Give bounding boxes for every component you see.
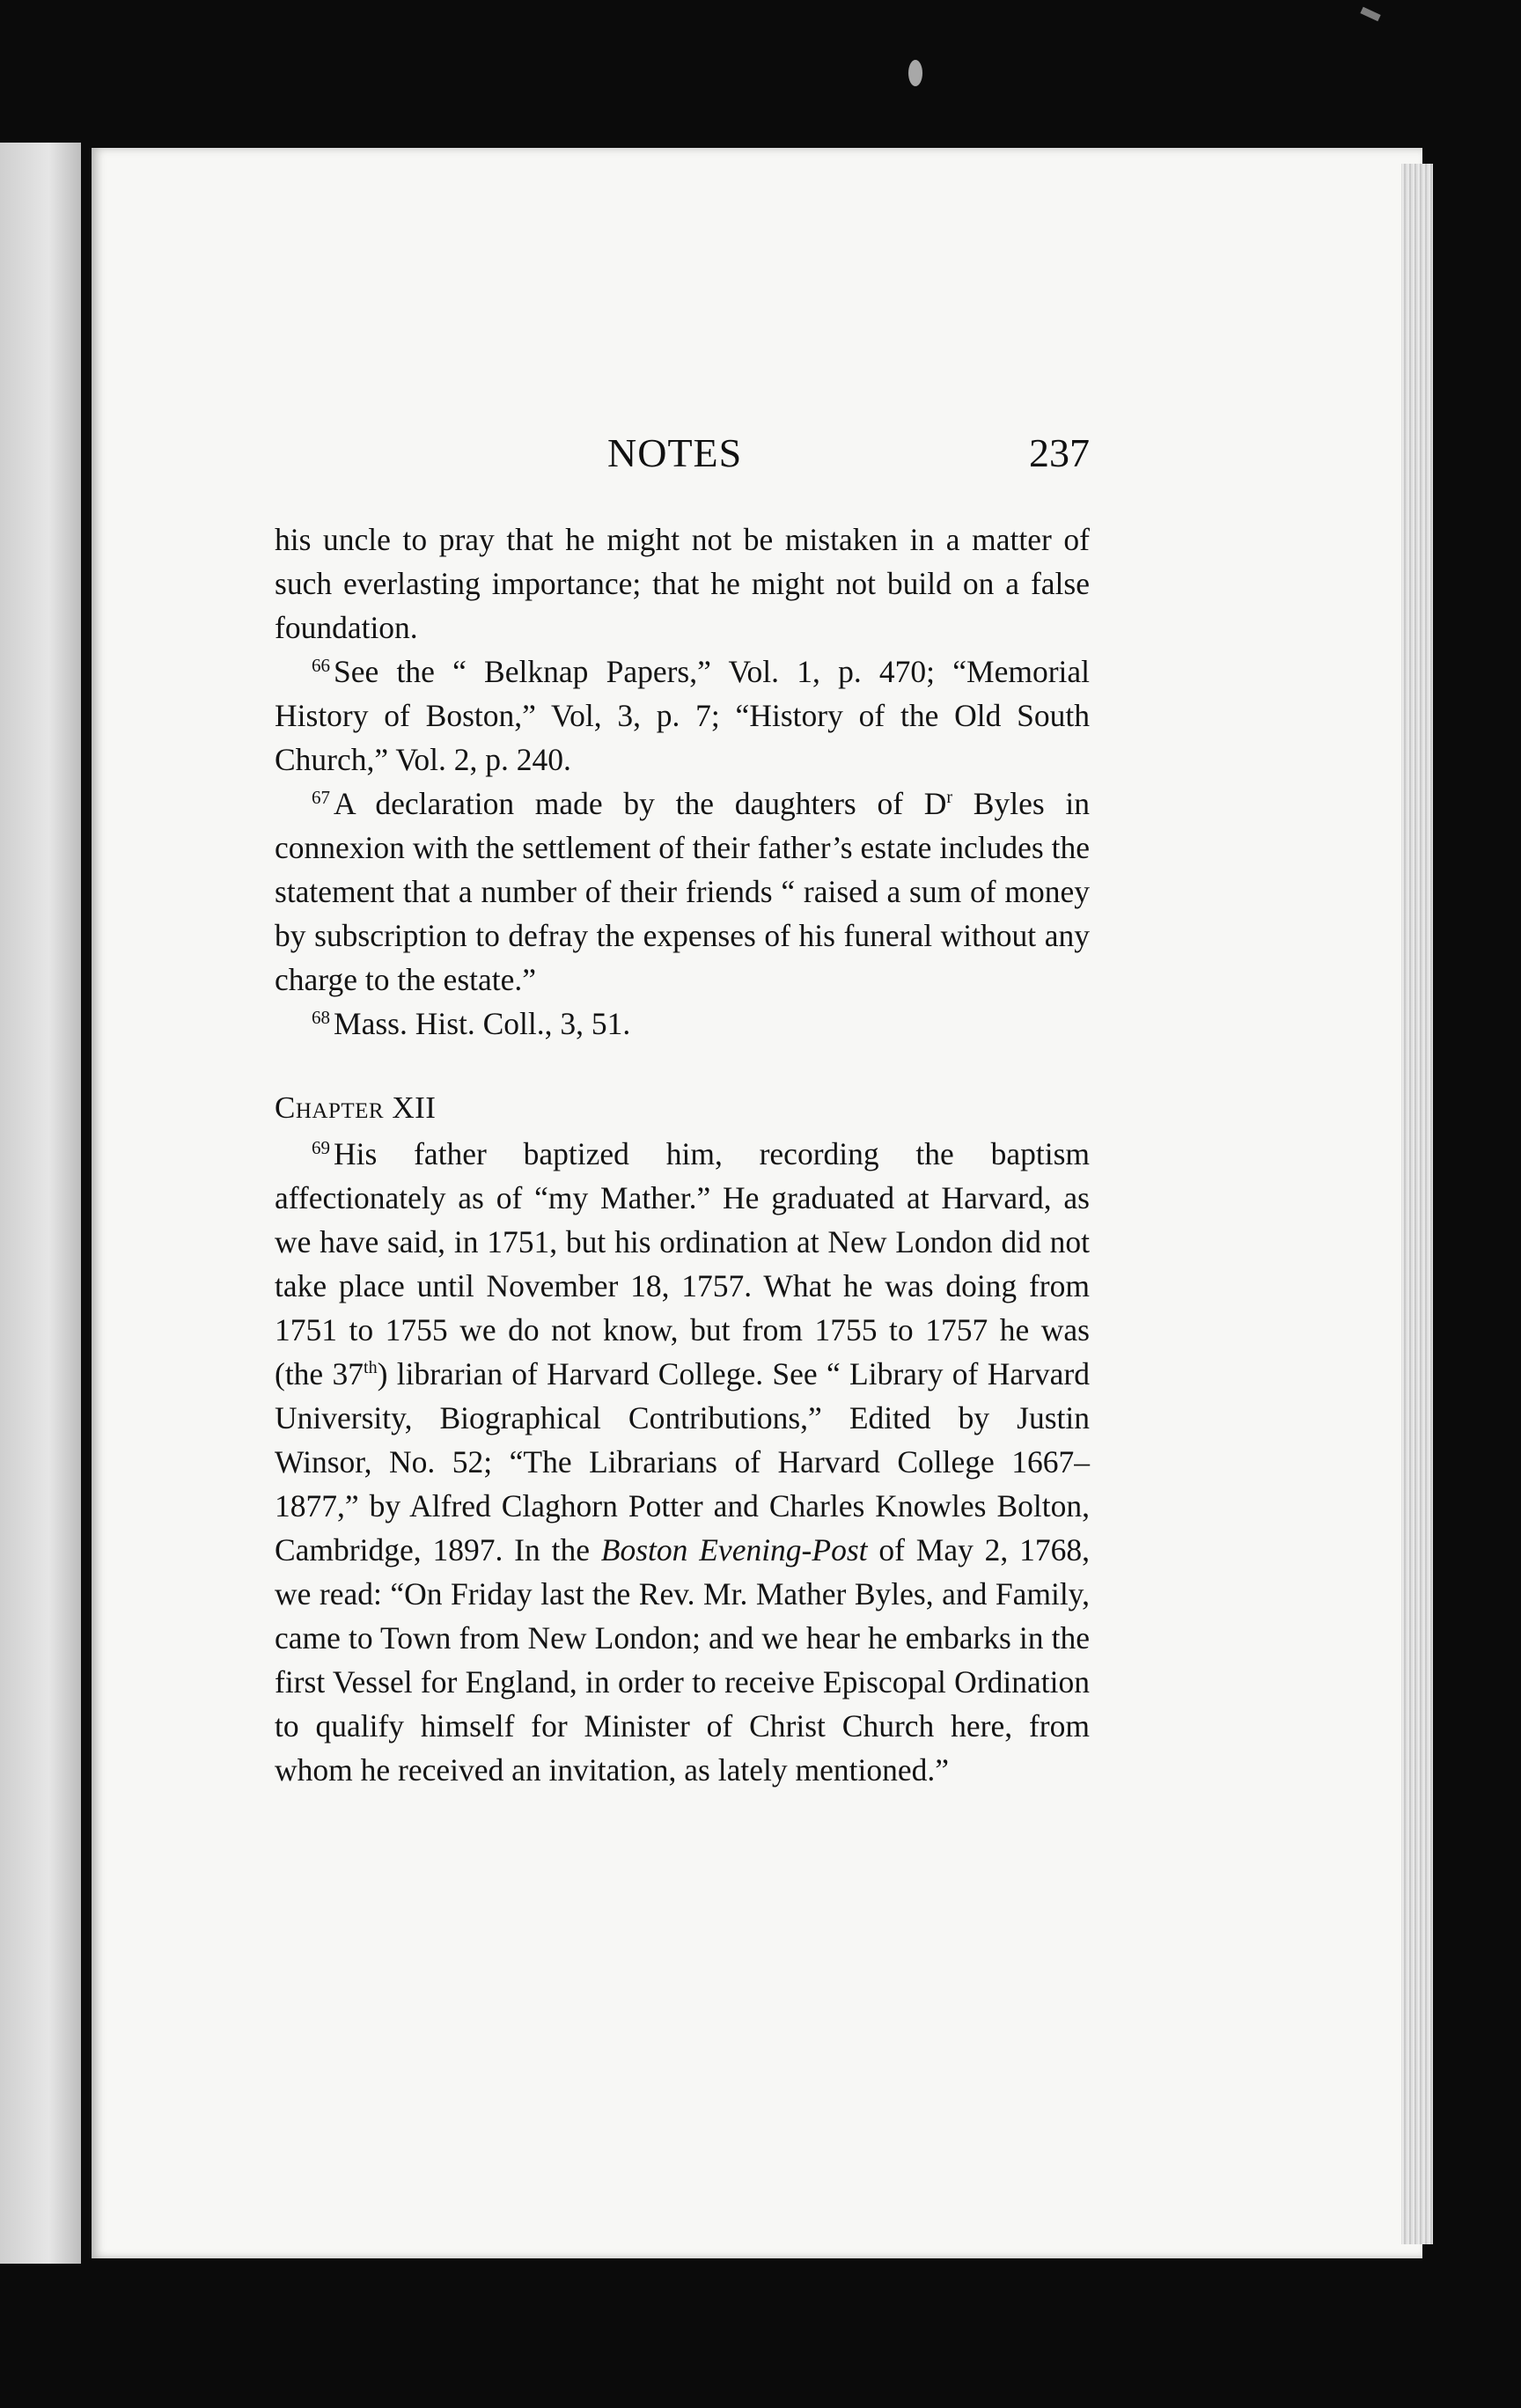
note-text: of May 2, 1768, we read: “On Friday last the Rev. Mr. Mather Byles, and Family, came to Town from New London; and we hear he embarks in the first Vessel for England, in order to receive Episcopal Ordination to qualify himself for Minister of Christ Church here, from whom he received an invitation, as lately mentioned.”	[275, 1532, 1090, 1788]
continued-paragraph: his uncle to pray that he might not be mistaken in a matter of such everlasting importance; that he might not build on a false foundation.	[275, 522, 1090, 645]
note-68	[275, 1002, 1090, 1046]
note-number: 66	[312, 655, 330, 676]
note-text: Byles in connexion with the settlement of their father’s estate includes the statement that a number of their friends “ raised a sum of money by subscription to defray the expenses of his funeral without any charge to the estate.”	[275, 786, 1090, 997]
note-number: 67	[312, 787, 330, 808]
running-head-title: NOTES	[607, 430, 743, 475]
note-text: His father baptized him, recording the baptism affectionately as of “my Mather.” He graduated at Harvard, as we have said, in 1751, but his ordination at New London did not take place until November 18, 1757. What he was doing from 1751 to 1755 we do not know, but from 1755 to 1757 he was (the 37	[275, 1136, 1090, 1391]
scan-speck	[1360, 7, 1380, 22]
note-text: ) librarian of Harvard College. See “ Library of Harvard University, Biographical Contributions,” Edited by Justin Winsor, No. 52; “The Librarians of Harvard College 1667–1877,” by Alfred Claghorn Potter and Charles Knowles Bolton, Cambridge, 1897. In the	[275, 1356, 1090, 1567]
note-69	[275, 1132, 1090, 1792]
note-text: A declaration made by the daughters of D	[334, 786, 947, 821]
note-number: 68	[312, 1007, 330, 1028]
running-head	[275, 429, 1090, 482]
note-number: 69	[312, 1137, 330, 1158]
superscript: th	[364, 1358, 378, 1377]
superscript: r	[946, 788, 953, 807]
note-text: See the “ Belknap Papers,” Vol. 1, p. 470; “Memorial History of Boston,” Vol, 3, p. 7; “History of the Old South Church,” Vol. 2, p. 240.	[275, 654, 1090, 777]
facing-page-edge	[0, 143, 81, 2264]
publication-title: Boston Evening-Post	[600, 1532, 868, 1567]
note-67	[275, 782, 1090, 1002]
note-66	[275, 650, 1090, 782]
chapter-heading: Chapter XII	[275, 1090, 437, 1125]
scan-speck	[908, 60, 922, 86]
page-number: 237	[1029, 430, 1090, 475]
page-stack-edge	[1401, 164, 1433, 2244]
note-text: Mass. Hist. Coll., 3, 51.	[334, 1006, 631, 1041]
notes-body	[275, 518, 1090, 1792]
